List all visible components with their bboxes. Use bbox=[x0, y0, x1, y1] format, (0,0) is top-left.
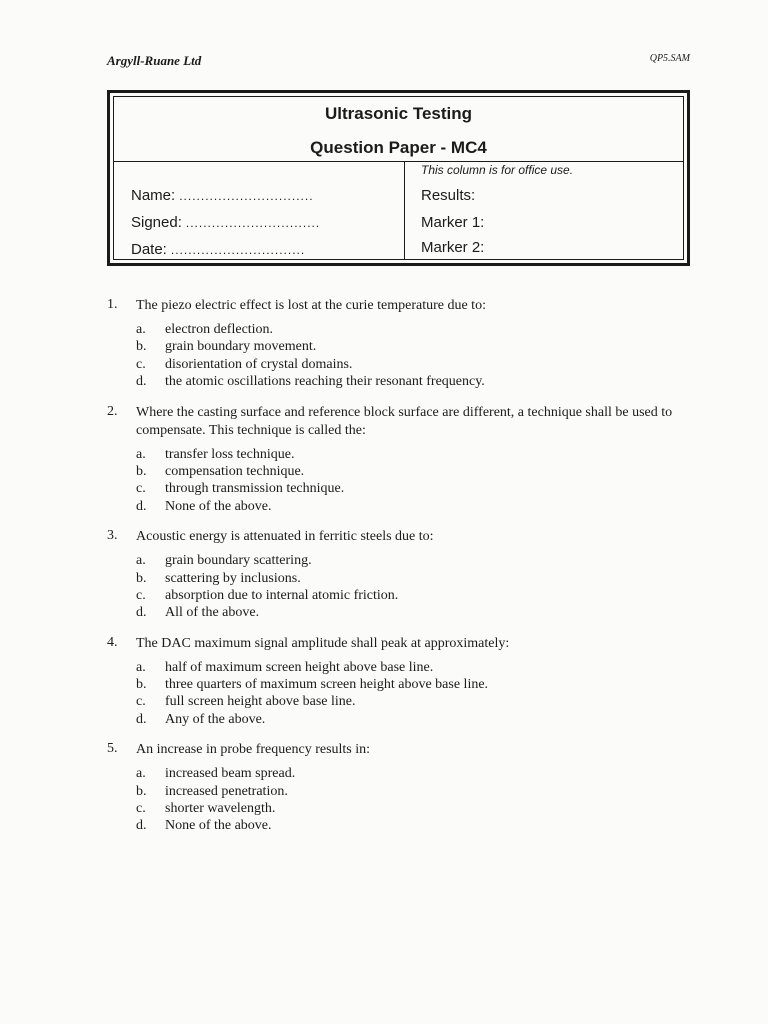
option-list bbox=[107, 446, 697, 516]
option-b[interactable] bbox=[136, 783, 697, 800]
date-field[interactable] bbox=[131, 241, 305, 258]
option-b[interactable] bbox=[136, 338, 697, 355]
option-d[interactable] bbox=[136, 498, 697, 515]
option-c[interactable] bbox=[136, 800, 697, 817]
marker1-label: Marker 1: bbox=[421, 214, 485, 231]
date-label: Date: bbox=[131, 241, 167, 258]
option-a[interactable] bbox=[136, 321, 697, 338]
header-box-inner bbox=[113, 96, 684, 260]
paper-title: Ultrasonic Testing bbox=[324, 104, 473, 123]
option-letter: a. bbox=[136, 659, 146, 675]
date-dots: ............................... bbox=[170, 243, 306, 257]
header-box bbox=[107, 90, 690, 266]
option-text: compensation technique. bbox=[165, 463, 305, 479]
option-text: transfer loss technique. bbox=[165, 446, 295, 462]
option-text: shorter wavelength. bbox=[165, 801, 276, 817]
option-letter: c. bbox=[136, 481, 146, 497]
option-letter: b. bbox=[136, 570, 147, 586]
option-text: increased beam spread. bbox=[165, 766, 296, 782]
option-letter: d. bbox=[136, 605, 147, 621]
option-letter: c. bbox=[136, 587, 146, 603]
option-letter: a. bbox=[136, 446, 146, 462]
question-text: The piezo electric effect is lost at the curie temperature due to: bbox=[136, 298, 486, 313]
option-list bbox=[107, 321, 697, 391]
option-letter: b. bbox=[136, 677, 147, 693]
question-number: 5. bbox=[107, 741, 118, 757]
option-a[interactable] bbox=[136, 552, 697, 569]
option-letter: a. bbox=[136, 322, 146, 337]
question-text: Where the casting surface and reference block surface are different, a technique shall be used to compensate. This technique is called the: bbox=[136, 404, 673, 438]
option-c[interactable] bbox=[136, 587, 697, 604]
option-letter: a. bbox=[136, 553, 146, 569]
document-reference: QP5.SAM bbox=[649, 53, 690, 64]
option-letter: d. bbox=[136, 818, 147, 834]
option-text: three quarters of maximum screen height above base line. bbox=[165, 677, 489, 693]
option-letter: c. bbox=[136, 356, 146, 372]
option-text: Any of the above. bbox=[165, 711, 266, 727]
question-number: 1. bbox=[107, 297, 118, 312]
option-a[interactable] bbox=[136, 446, 697, 463]
signed-field[interactable] bbox=[131, 214, 320, 231]
option-c[interactable] bbox=[136, 356, 697, 373]
option-text: increased penetration. bbox=[165, 783, 288, 799]
question-4 bbox=[107, 635, 697, 729]
option-letter: c. bbox=[136, 694, 146, 710]
option-text: None of the above. bbox=[165, 498, 272, 514]
office-use-note: This column is for office use. bbox=[421, 163, 574, 177]
option-letter: b. bbox=[136, 339, 147, 355]
option-letter: d. bbox=[136, 498, 147, 514]
question-text: An increase in probe frequency results in: bbox=[136, 742, 371, 758]
option-text: half of maximum screen height above base line. bbox=[165, 659, 434, 675]
option-text: full screen height above base line. bbox=[165, 694, 356, 710]
question-text: The DAC maximum signal amplitude shall peak at approximately: bbox=[136, 635, 510, 651]
box-divider-horizontal bbox=[114, 161, 683, 162]
option-text: electron deflection. bbox=[165, 322, 274, 337]
question-number: 4. bbox=[107, 634, 118, 650]
question-list bbox=[107, 297, 697, 848]
option-text: All of the above. bbox=[165, 605, 260, 621]
option-b[interactable] bbox=[136, 463, 697, 480]
marker2-label: Marker 2: bbox=[421, 239, 485, 256]
option-list bbox=[107, 552, 697, 622]
question-3 bbox=[107, 528, 697, 622]
option-a[interactable] bbox=[136, 765, 697, 782]
question-2 bbox=[107, 404, 697, 516]
option-letter: b. bbox=[136, 463, 147, 479]
option-c[interactable] bbox=[136, 693, 697, 710]
option-letter: d. bbox=[136, 711, 147, 727]
option-text: None of the above. bbox=[165, 818, 272, 834]
question-number: 2. bbox=[107, 403, 118, 419]
option-a[interactable] bbox=[136, 659, 697, 676]
option-text: absorption due to internal atomic friction. bbox=[165, 587, 399, 603]
signed-label: Signed: bbox=[131, 214, 182, 231]
box-divider-vertical bbox=[404, 161, 405, 259]
signed-dots: ............................... bbox=[185, 216, 321, 230]
option-text: scattering by inclusions. bbox=[165, 570, 301, 586]
option-d[interactable] bbox=[136, 711, 697, 728]
option-letter: c. bbox=[136, 801, 146, 817]
company-name: Argyll-Ruane Ltd bbox=[107, 53, 202, 68]
option-b[interactable] bbox=[136, 676, 697, 693]
option-b[interactable] bbox=[136, 570, 697, 587]
option-text: through transmission technique. bbox=[165, 481, 345, 497]
question-5 bbox=[107, 741, 697, 835]
paper-subtitle: Question Paper - MC4 bbox=[310, 138, 487, 157]
option-d[interactable] bbox=[136, 604, 697, 621]
option-d[interactable] bbox=[136, 817, 697, 834]
option-d[interactable] bbox=[136, 373, 697, 390]
name-field[interactable] bbox=[131, 187, 314, 204]
option-list bbox=[107, 765, 697, 835]
question-number: 3. bbox=[107, 528, 118, 544]
option-letter: b. bbox=[136, 783, 147, 799]
option-text: the atomic oscillations reaching their resonant frequency. bbox=[165, 374, 485, 390]
option-text: disorientation of crystal domains. bbox=[165, 356, 353, 372]
name-dots: ............................... bbox=[179, 189, 314, 203]
option-text: grain boundary movement. bbox=[165, 339, 317, 355]
name-label: Name: bbox=[131, 187, 176, 204]
option-list bbox=[107, 659, 697, 729]
question-1 bbox=[107, 297, 697, 391]
results-label: Results: bbox=[421, 187, 476, 204]
option-letter: a. bbox=[136, 766, 146, 782]
option-c[interactable] bbox=[136, 480, 697, 497]
option-letter: d. bbox=[136, 374, 147, 390]
option-text: grain boundary scattering. bbox=[165, 553, 312, 569]
question-text: Acoustic energy is attenuated in ferritic steels due to: bbox=[136, 529, 434, 545]
